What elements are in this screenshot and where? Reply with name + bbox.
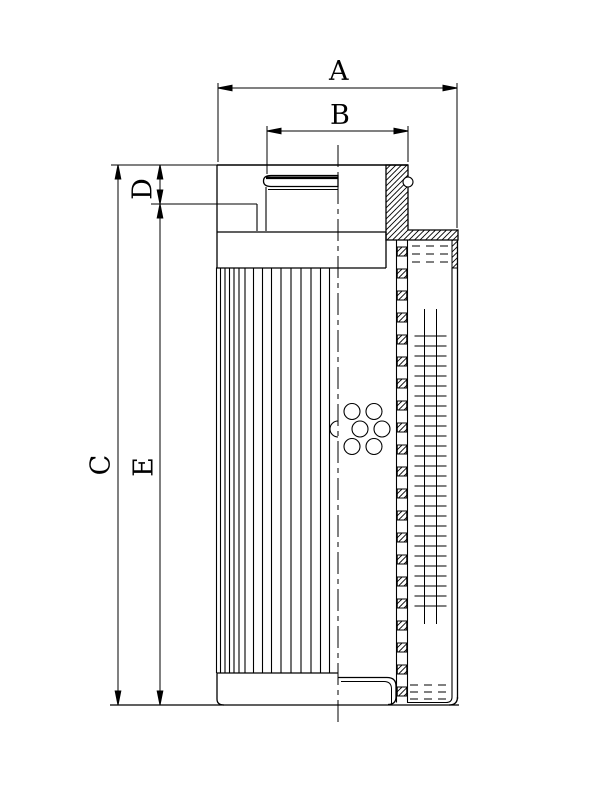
hidden-seat-lines bbox=[410, 685, 449, 699]
core-tube-perforation bbox=[397, 335, 407, 344]
dimension-e bbox=[157, 204, 163, 705]
core-tube-perforation bbox=[397, 665, 407, 674]
arrowhead-top bbox=[157, 165, 163, 179]
bowl-wall-hatched-strip bbox=[452, 240, 458, 268]
bowl-inner-bottom bbox=[407, 684, 452, 703]
bottom-end-cap bbox=[217, 673, 396, 705]
core-tube-perforation bbox=[397, 577, 407, 586]
dimension-c bbox=[115, 165, 121, 705]
dimension-label-a: A bbox=[329, 56, 349, 87]
arrowhead-right bbox=[443, 85, 457, 91]
core-tube-perforation bbox=[397, 379, 407, 388]
core-tube-perforation bbox=[397, 401, 407, 410]
housing-head-hatched-section bbox=[386, 165, 458, 240]
core-tube-perforation bbox=[397, 687, 407, 696]
core-tube-perforation bbox=[397, 313, 407, 322]
core-tube-perforation bbox=[397, 555, 407, 564]
arrowhead-bottom bbox=[157, 691, 163, 705]
hidden-thread-lines bbox=[412, 246, 449, 262]
arrowhead-bottom bbox=[115, 691, 121, 705]
arrowhead-top bbox=[157, 204, 163, 218]
core-tube-perforation bbox=[397, 269, 407, 278]
perforated-core-tube bbox=[397, 240, 408, 703]
core-tube-perforation bbox=[397, 621, 407, 630]
core-tube-perforation bbox=[397, 599, 407, 608]
core-tube-perforation bbox=[397, 533, 407, 542]
support-mesh bbox=[415, 309, 447, 624]
dimension-label-c: C bbox=[85, 454, 117, 476]
core-tube-perforation bbox=[397, 423, 407, 432]
core-tube-perforation bbox=[397, 643, 407, 652]
bypass-hole-half bbox=[330, 421, 338, 437]
bypass-holes bbox=[330, 404, 390, 455]
core-tube-perforation bbox=[397, 247, 407, 256]
core-tube-perforation bbox=[397, 291, 407, 300]
core-tube-perforation bbox=[397, 357, 407, 366]
arrowhead-left bbox=[218, 85, 232, 91]
arrowhead-left bbox=[267, 128, 281, 134]
core-tube-perforation bbox=[397, 511, 407, 520]
dimension-label-d: D bbox=[127, 178, 159, 200]
pleated-filter-media bbox=[217, 268, 330, 673]
core-tube-perforation bbox=[397, 489, 407, 498]
filter-assembly bbox=[110, 145, 459, 724]
bottom-cap-cup-inner bbox=[341, 682, 392, 705]
arrowhead-right bbox=[394, 128, 408, 134]
o-ring-seal bbox=[403, 177, 413, 187]
core-tube-perforation bbox=[397, 445, 407, 454]
top-end-cap bbox=[216, 165, 413, 268]
bottom-cap-left-edge bbox=[217, 673, 224, 705]
dimension-label-e: E bbox=[128, 457, 160, 477]
core-tube-perforation bbox=[397, 467, 407, 476]
housing-bowl-wall bbox=[407, 240, 458, 705]
dimension-label-b: B bbox=[330, 100, 350, 131]
arrowhead-top bbox=[115, 165, 121, 179]
